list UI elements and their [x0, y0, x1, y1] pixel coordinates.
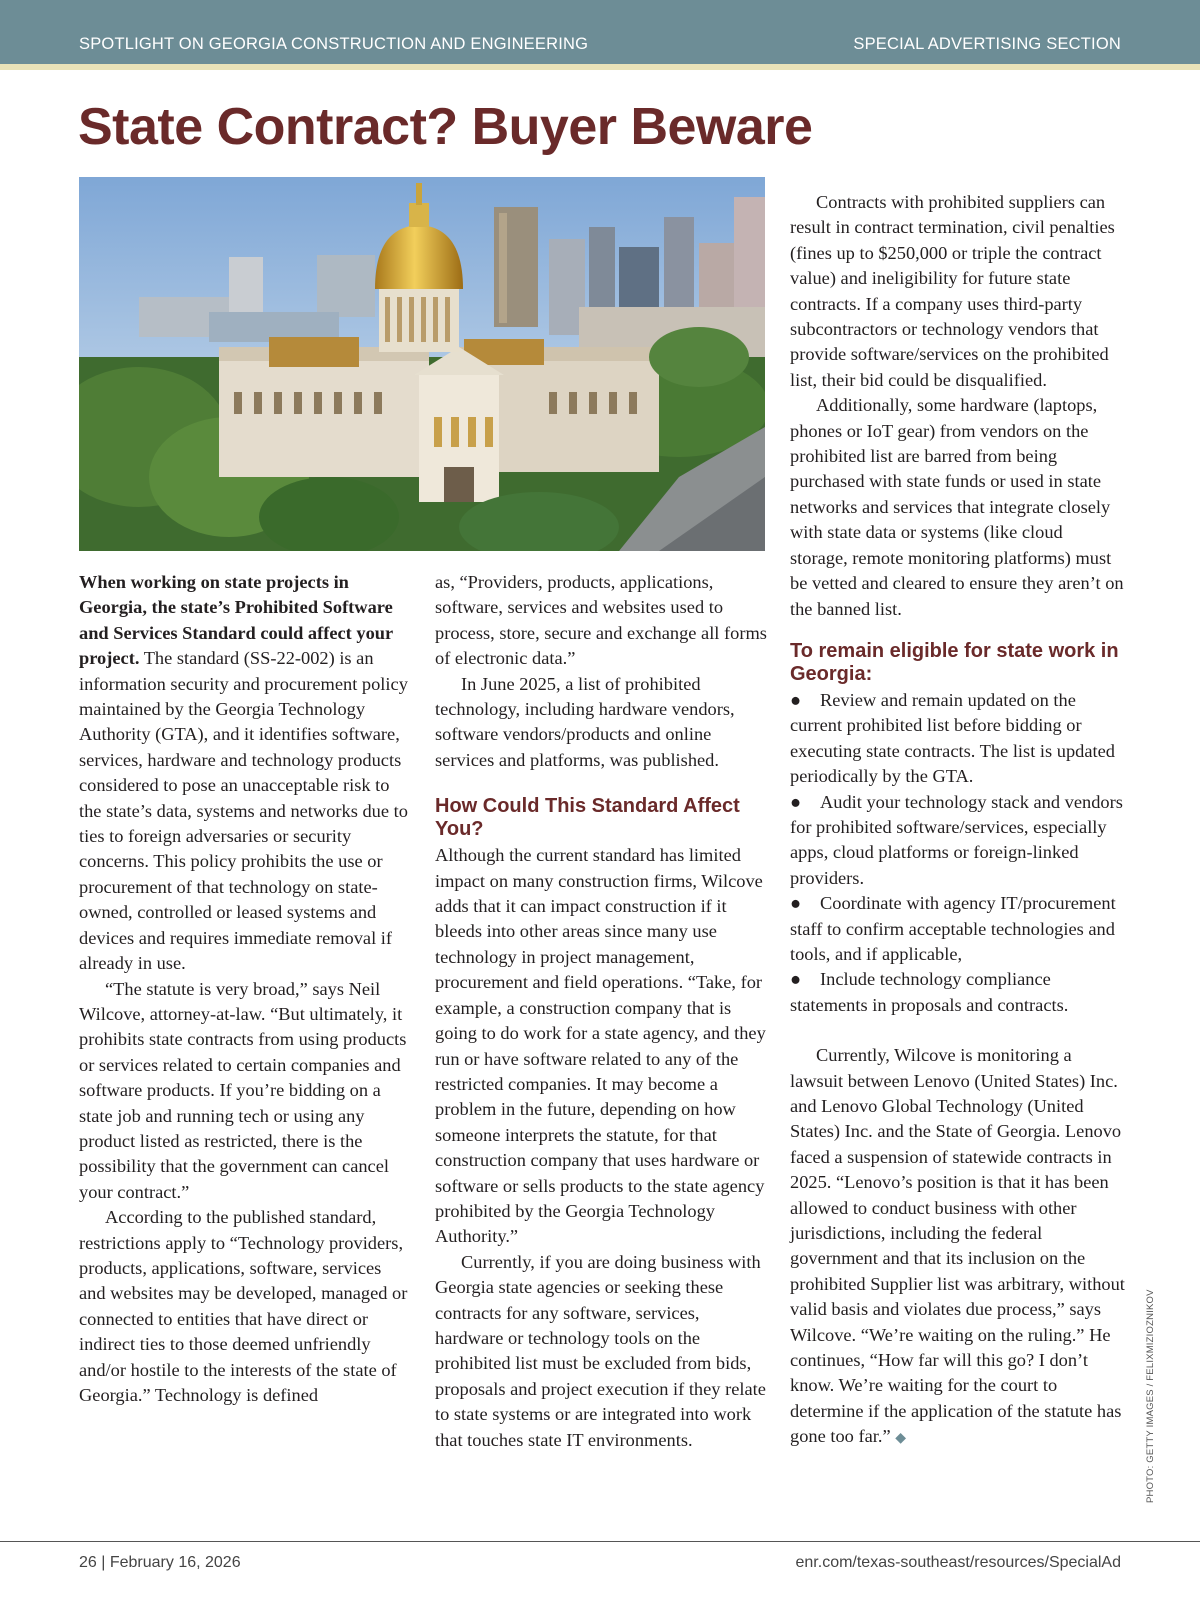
article-column-3 — [790, 190, 1125, 1452]
section-label: SPECIAL ADVERTISING SECTION — [853, 35, 1121, 53]
article-title: State Contract? Buyer Beware — [78, 98, 813, 156]
section-title: SPOTLIGHT ON GEORGIA CONSTRUCTION AND ENGINEERING — [79, 35, 589, 53]
hardware-paragraph: Additionally, some hardware (laptops, phones or IoT gear) from vendors on the prohibited list are barred from being purchased with state funds or used in state networks and services that integrate closely with state data or systems (like cloud storage, remote monitoring platforms) must be vetted and cleared to ensure they aren’t on the banned list. — [790, 395, 1124, 619]
photo-credit: PHOTO: GETTY IMAGES / FELIXMIZIOZNIKOV — [1145, 1289, 1156, 1503]
list-item: ● Review and remain updated on the current prohibited list before bidding or executing state contracts. The list is updated periodically by the GTA. — [790, 689, 1115, 787]
list-item: ● Include technology compliance statements in proposals and contracts. — [790, 969, 1069, 1015]
definition-paragraph: as, “Providers, products, applications, software, services and websites used to process, store, secure and exchange all forms of electronic data.” — [435, 572, 767, 669]
standard-paragraph: According to the published standard, restrictions apply to “Technology providers, products, applications, software, services and websites may be developed, managed or connected to entities that have direct or indirect ties to those deemed unfriendly and/or hostile to the interests of the state of Georgia.” Technology is defined — [79, 1207, 408, 1405]
page-number-date: 26 | February 16, 2026 — [79, 1554, 241, 1571]
bullet-icon: ● — [790, 893, 802, 914]
subhead-affect: How Could This Standard Affect You? — [435, 795, 740, 841]
header-rule — [0, 64, 1200, 70]
end-diamond-icon: ◆ — [895, 1431, 906, 1447]
impact-paragraph: Although the current standard has limited impact on many construction firms, Wilcove adds that it can impact construction if it bleeds into other areas since many use technology in project management, procurement and field operations. “Take, for example, a construction company that is going to do work for a state agency, and they run or have software related to any of the restricted companies. It may become a problem in the future, depending on how someone interprets the statute, for that construction company that uses hardware or software or sells products to the state agency prohibited by the Georgia Technology Authority.” — [435, 845, 766, 1247]
subhead-eligibility: To remain eligible for state work in Georgia: — [790, 639, 1119, 685]
article-column-2 — [435, 570, 767, 1453]
bullet-icon: ● — [790, 791, 802, 812]
bullet-icon: ● — [790, 689, 802, 710]
lawsuit-paragraph: Currently, Wilcove is monitoring a lawsuit between Lenovo (United States) Inc. and Lenovo Global Technology (United States) Inc. and the State of Georgia. Lenovo faced a suspension of statewide contracts in 2025. “Lenovo’s position is that it has been allowed to conduct business with other jurisdictions, including the federal government and that its inclusion on the prohibited Supplier list was arbitrary, without valid basis and violates due process,” says Wilcove. “We’re waiting on the ruling.” He continues, “How far will this go? I don’t know. We’re waiting for the court to determine if the application of the statute has gone too far.” ◆ — [790, 1045, 1125, 1447]
intro-paragraph — [79, 570, 411, 977]
list-published-paragraph: In June 2025, a list of prohibited technology, including hardware vendors, software vendors/products and online services and platforms, was published. — [435, 673, 735, 770]
quote-paragraph: “The statute is very broad,” says Neil Wilcove, attorney-at-law. “But ultimately, it prohibits state contracts from using products or services related to certain companies and software products. If you’re bidding on a state job and running tech or using any product listed as restricted, there is the possibility that the government can cancel your contract.” — [79, 978, 407, 1202]
article-column-1 — [79, 570, 411, 1408]
bullet-icon: ● — [790, 969, 802, 990]
list-item: ● Audit your technology stack and vendors for prohibited software/services, especially apps, cloud platforms or foreign-linked providers. — [790, 791, 1123, 888]
lead-in: When working on state projects in Georgia, the state’s Prohibited Software and Services Standard could affect your project. — [79, 572, 393, 669]
paragraph-gap — [790, 1018, 1125, 1043]
list-item: ● Coordinate with agency IT/procurement staff to confirm acceptable technologies and tools, and if applicable, — [790, 893, 1116, 964]
footer-rule — [0, 1541, 1200, 1542]
capitol-photo — [79, 177, 765, 551]
penalties-paragraph: Contracts with prohibited suppliers can result in contract termination, civil penalties (fines up to $250,000 or triple the contract value) and ineligibility for future state contracts. If a company uses third-party subcontractors or technology vendors that provide software/services on the prohibited list, their bid could be disqualified. — [790, 192, 1115, 390]
exclusion-paragraph: Currently, if you are doing business with Georgia state agencies or seeking these contracts for any software, services, hardware or technology tools on the prohibited list must be excluded from bids, proposals and project execution if they relate to state systems or are integrated into work that touches state IT environments. — [435, 1251, 766, 1450]
section-header-bar — [0, 0, 1200, 64]
intro-text: The standard (SS-22-002) is an information security and procurement policy maintained by the Georgia Technology Authority (GTA), and it identifies software, services, hardware and technology products considered to pose an unacceptable risk to the state’s data, systems and networks due to ties to foreign adversaries or security concerns. This policy prohibits the use or procurement of that technology on state-owned, controlled or leased systems and devices and requires immediate removal if already in use. — [79, 648, 408, 974]
footer-url: enr.com/texas-southeast/resources/SpecialAd — [795, 1554, 1121, 1571]
